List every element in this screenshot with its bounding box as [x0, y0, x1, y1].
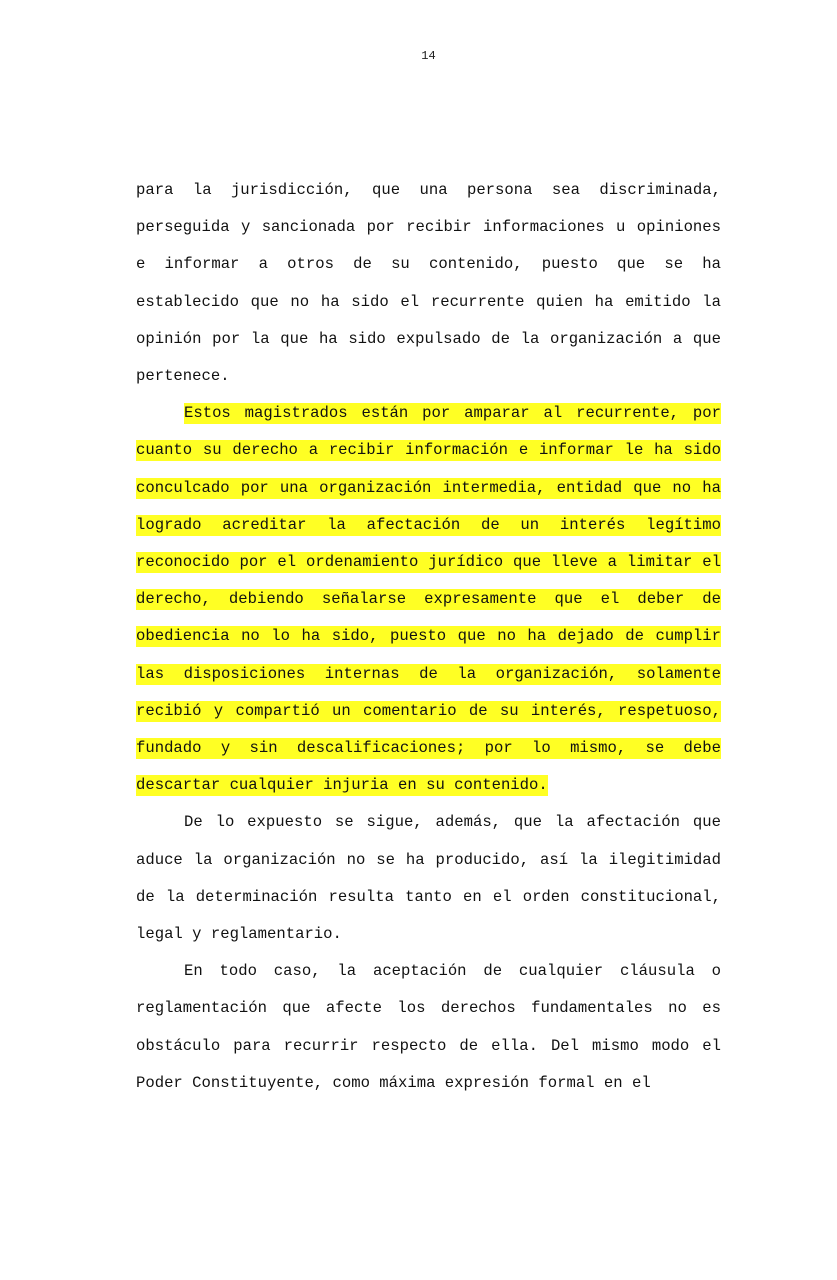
paragraph [136, 953, 721, 1102]
paragraph [136, 804, 721, 953]
paragraph-text: para la jurisdicción, que una persona sea discriminada, perseguida y sancionada por recibir informaciones u opiniones e informar a otros de su contenido, puesto que se ha establecido que no ha sido el recurrente quien ha emitido la opinión por la que ha sido expulsado de la organización a que pertenece. [136, 181, 721, 386]
paragraph-highlighted [136, 395, 721, 804]
document-body [136, 172, 721, 1102]
paragraph-text: En todo caso, la aceptación de cualquier cláusula o reglamentación que afecte los derechos fundamentales no es obstáculo para recurrir respecto de ella. Del mismo modo el Poder Constituyente, como máxima expresión formal en el [136, 962, 721, 1092]
paragraph-text: De lo expuesto se sigue, además, que la afectación que aduce la organización no se ha producido, así la ilegitimidad de la determinación resulta tanto en el orden constitucional, legal y reglamentario. [136, 813, 721, 944]
paragraph-continuation [136, 172, 721, 395]
page-number: 14 [421, 49, 436, 63]
highlighted-text: Estos magistrados están por amparar al recurrente, por cuanto su derecho a recibir información e informar le ha sido conculcado por una organización intermedia, entidad que no ha logrado acreditar la afectación de un interés legítimo reconocido por el ordenamiento jurídico que lleve a limitar el derecho, debiendo señalarse expresamente que el deber de obediencia no lo ha sido, puesto que no ha dejado de cumplir las disposiciones internas de la organización, solamente recibió y compartió un comentario de su interés, respetuoso, fundado y sin descalificaciones; por lo mismo, se debe descartar cualquier injuria en su contenido. [136, 404, 721, 795]
